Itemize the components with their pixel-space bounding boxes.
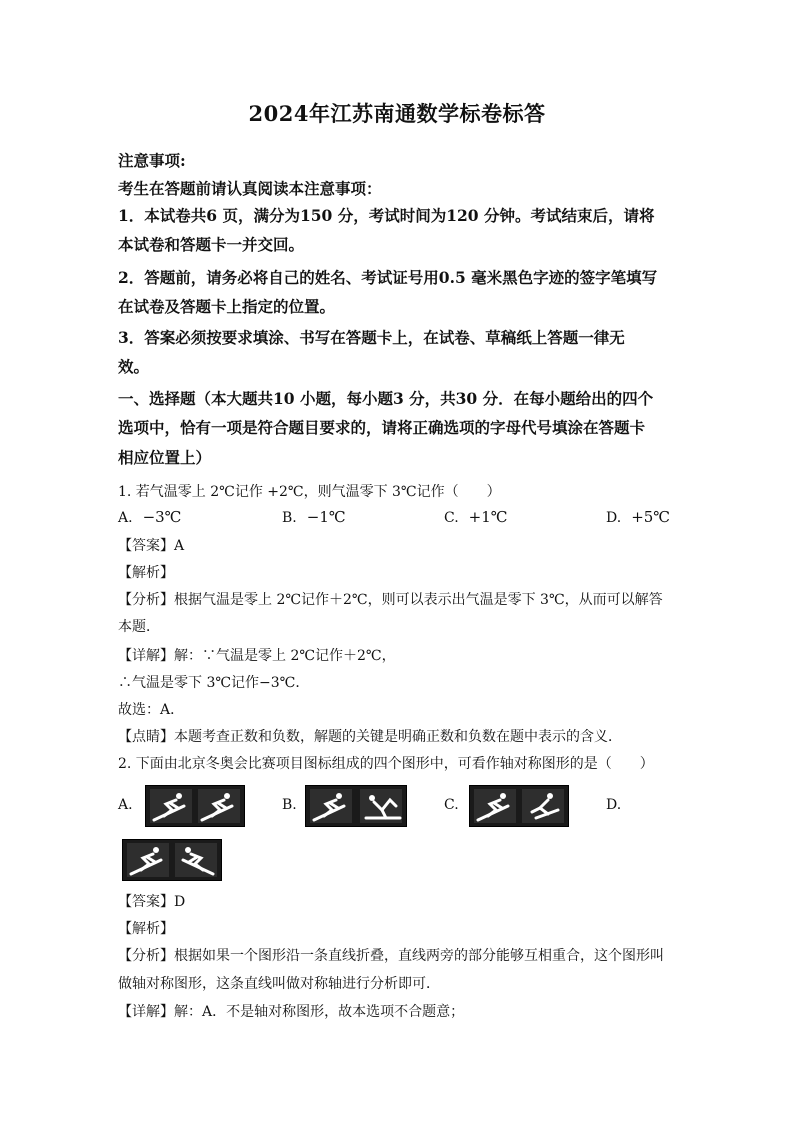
q1-answer: 【答案】A <box>118 538 185 554</box>
q2-fenxi-line2: 做轴对称图形，这条直线叫做对称轴进行分析即可． <box>118 976 440 992</box>
q1-analysis-label: 【解析】 <box>118 565 174 581</box>
q2-option-b-image <box>305 785 407 827</box>
skier-and-snowboarder-pictogram-icon <box>306 786 406 826</box>
notice-item1-line1: 1．本试卷共6 页，满分为150 分，考试时间为120 分钟。考试结束后，请将 <box>118 206 655 225</box>
q1-detail-line1: 【详解】解：∵气温是零上 2℃记作＋2℃， <box>118 648 396 664</box>
notice-item3-line2: 效。 <box>118 357 150 376</box>
skier-pictogram-pair-icon <box>146 786 244 826</box>
page-title: 2024年江苏南通数学标卷标答 <box>248 101 546 126</box>
option-value: +1℃ <box>468 508 508 526</box>
q2-stem: 2. 下面由北京冬奥会比赛项目图标组成的四个图形中，可看作轴对称图形的是（ ） <box>118 756 654 772</box>
q2-analysis-label: 【解析】 <box>118 921 174 937</box>
notice-heading: 注意事项: <box>118 151 186 170</box>
option-letter: C. <box>444 510 459 526</box>
q1-option-b <box>282 508 346 526</box>
q1-fenxi-line2: 本题． <box>118 619 160 635</box>
q2-answer: 【答案】D <box>118 894 186 910</box>
option-value: +5℃ <box>631 508 671 526</box>
option-value: −1℃ <box>306 508 346 526</box>
q1-option-a <box>118 508 181 526</box>
section1-line2: 选项中，恰有一项是符合题目要求的，请将正确选项的字母代号填涂在答题卡 <box>118 418 646 437</box>
option-value: −3℃ <box>142 508 182 526</box>
q1-detail-line2: ∴气温是零下 3℃记作−3℃． <box>118 675 310 691</box>
option-letter: A. <box>118 510 133 526</box>
notice-item2-line1: 2．答题前，请务必将自己的姓名、考试证号用0.5 毫米黑色字迹的签字笔填写 <box>118 268 658 287</box>
q1-option-c <box>444 508 508 526</box>
q2-option-c-letter: C. <box>444 797 459 813</box>
skier-and-skater-pictogram-icon <box>470 786 568 826</box>
q2-option-d-image <box>122 839 222 881</box>
q2-option-d-letter: D. <box>606 797 622 813</box>
q2-option-a-image <box>145 785 245 827</box>
notice-item1-line2: 本试卷和答题卡一并交回。 <box>118 235 305 254</box>
mirrored-skier-pictogram-pair-icon <box>123 840 221 880</box>
section1-line3: 相应位置上） <box>118 448 212 467</box>
q1-option-d <box>606 508 670 526</box>
option-letter: D. <box>606 510 622 526</box>
q1-conclusion: 故选：A． <box>118 702 185 718</box>
notice-item2-line2: 在试卷及答题卡上指定的位置。 <box>118 297 336 316</box>
option-letter: B. <box>282 510 297 526</box>
q2-option-a-letter: A. <box>118 797 133 813</box>
q2-fenxi-line1: 【分析】根据如果一个图形沿一条直线折叠，直线两旁的部分能够互相重合，这个图形叫 <box>118 948 664 964</box>
q1-fenxi-line1: 【分析】根据气温是零上 2℃记作＋2℃，则可以表示出气温是零下 3℃，从而可以解答 <box>118 592 663 608</box>
notice-intro: 考生在答题前请认真阅读本注意事项： <box>118 179 382 198</box>
q2-detail-line1: 【详解】解：A．不是轴对称图形，故本选项不合题意； <box>118 1004 465 1020</box>
notice-item3-line1: 3．答案必须按要求填涂、书写在答题卡上，在试卷、草稿纸上答题一律无 <box>118 328 625 347</box>
q1-stem: 1. 若气温零上 2℃记作 +2℃，则气温零下 3℃记作（ ） <box>118 484 501 500</box>
q1-dianjing: 【点睛】本题考查正数和负数，解题的关键是明确正数和负数在题中表示的含义． <box>118 729 622 745</box>
q2-option-c-image <box>469 785 569 827</box>
q2-option-b-letter: B. <box>282 797 297 813</box>
section1-line1: 一、选择题（本大题共10 小题，每小题3 分，共30 分．在每小题给出的四个 <box>118 389 654 408</box>
